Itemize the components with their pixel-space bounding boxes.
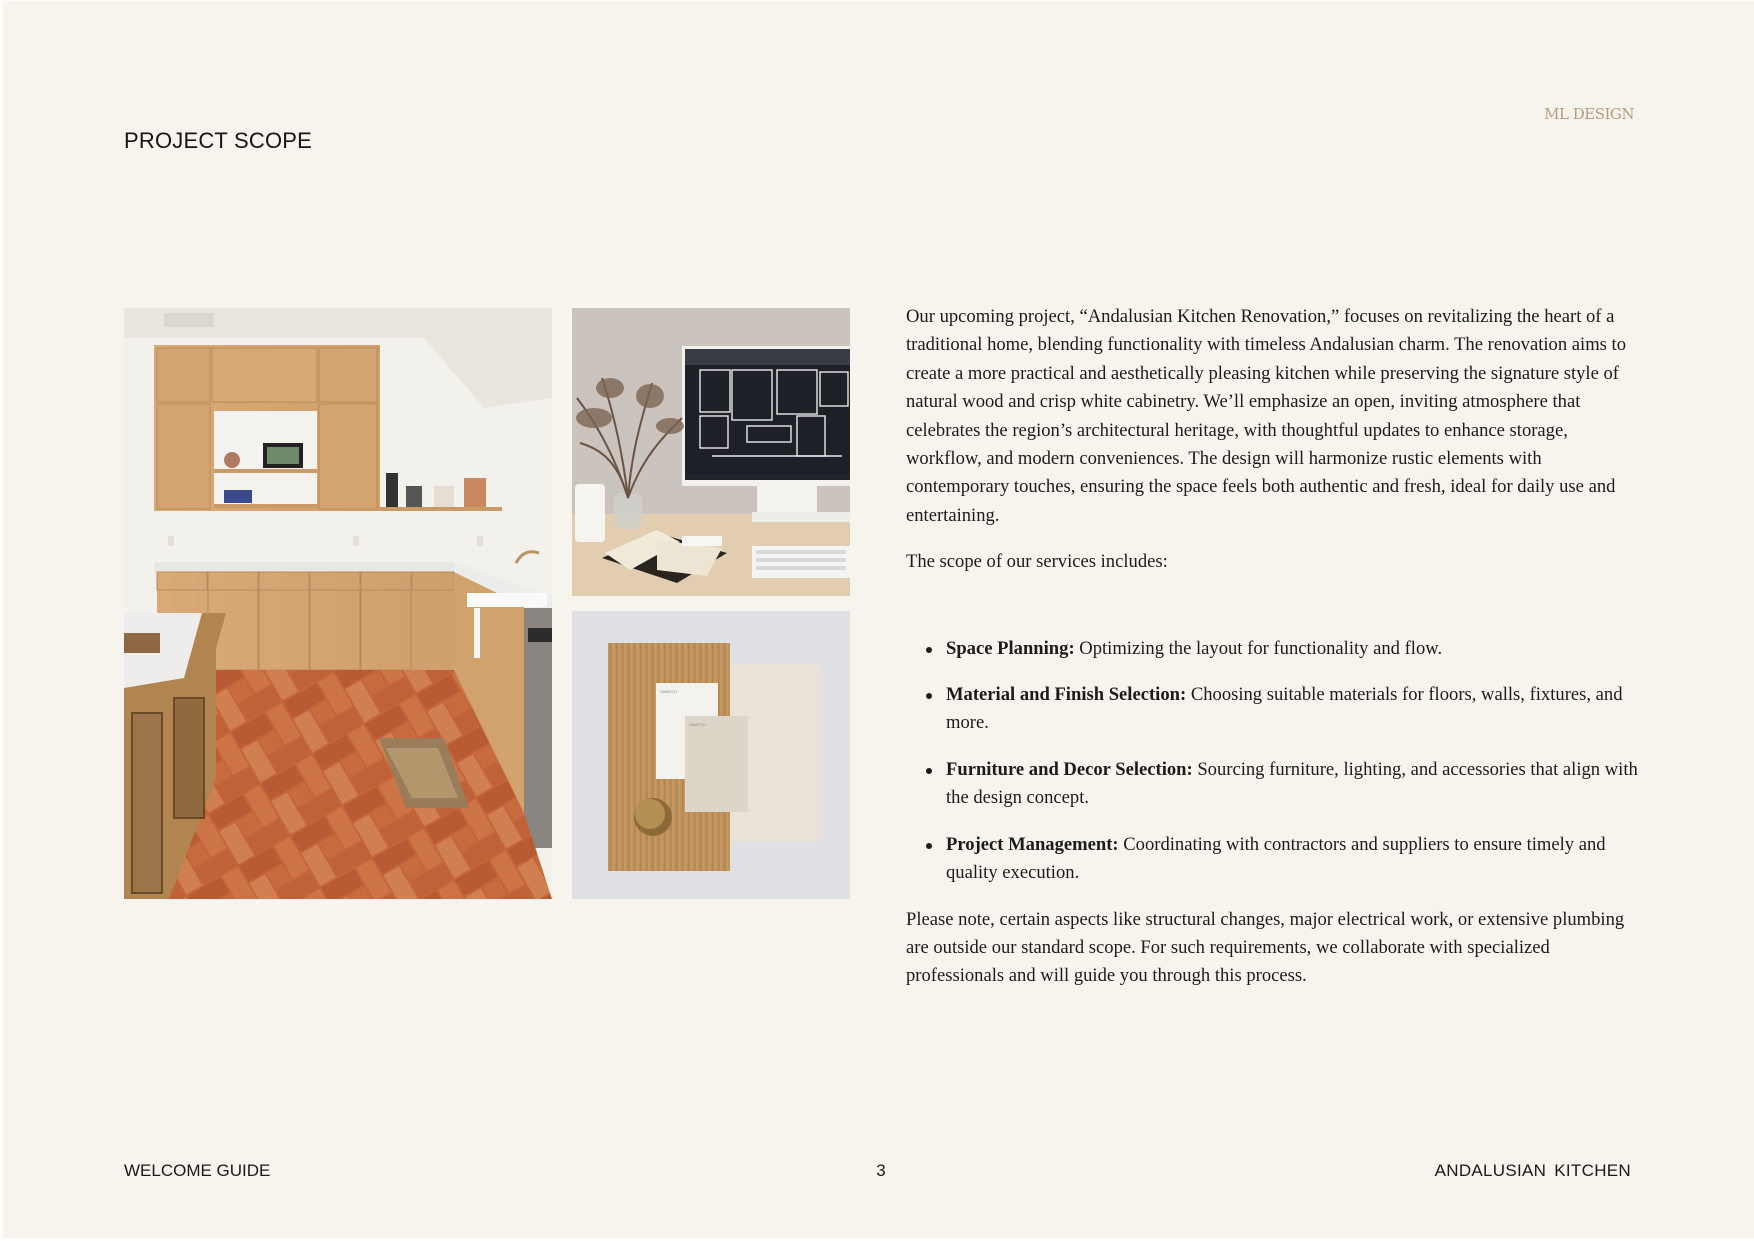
project-scope-content — [906, 303, 1641, 991]
svg-text:SWATCH: SWATCH — [660, 689, 677, 694]
bullet-icon — [926, 843, 932, 849]
service-title: Material and Finish Selection: — [946, 684, 1187, 706]
service-description: Coordinating with contractors and suppliers to ensure timely and quality execution. — [946, 833, 1606, 884]
bullet-icon — [926, 693, 932, 699]
footer-project-label: ANDALUSIAN KITCHEN — [1434, 1161, 1631, 1180]
services-list — [906, 635, 1641, 888]
bullet-icon — [926, 768, 932, 774]
material-board-photo — [572, 611, 850, 899]
brand-logo: ML DESIGN — [1544, 105, 1634, 123]
list-item — [906, 681, 1641, 738]
service-title: Furniture and Decor Selection: — [946, 758, 1193, 780]
intro-paragraph: Our upcoming project, “Andalusian Kitchen Renovation,” focuses on revitalizing the heart of a traditional home, blending functionality with timeless Andalusian charm. The renovation aims to create a more practical and aesthetically pleasing kitchen while preserving the signature style of natural wood and crisp white cabinetry. We’ll emphasize an open, inviting atmosphere that celebrates the region’s architectural heritage, with thoughtful updates to enhance storage, workflow, and modern conveniences. The design will harmonize rustic elements with contemporary touches, ensuring the space feels both authentic and fresh, ideal for daily use and entertaining. — [906, 306, 1627, 526]
kitchen-photo — [124, 308, 552, 899]
list-item — [906, 831, 1641, 888]
desk-cad-photo — [572, 308, 850, 596]
page-title: PROJECT SCOPE — [124, 128, 313, 153]
list-item — [906, 635, 1641, 663]
footer-guide-label: WELCOME GUIDE — [124, 1161, 271, 1180]
scope-note: Please note, certain aspects like structural changes, major electrical work, or extensive plumbing are outside our standard scope. For such requirements, we collaborate with specialized professionals and will guide you through this process. — [906, 908, 1625, 987]
svg-text:SWATCH: SWATCH — [689, 722, 706, 727]
service-title: Project Management: — [946, 833, 1119, 855]
service-description: Sourcing furniture, lighting, and accessories that align with the design concept. — [946, 758, 1638, 809]
page-number: 3 — [876, 1161, 886, 1180]
document-page — [3, 1, 1754, 1238]
bullet-icon — [926, 647, 932, 653]
services-intro: The scope of our services includes: — [906, 551, 1168, 573]
service-title: Space Planning: — [946, 637, 1075, 659]
service-description: Optimizing the layout for functionality and flow. — [1074, 637, 1443, 659]
service-description: Choosing suitable materials for floors, walls, fixtures, and more. — [946, 684, 1623, 734]
list-item — [906, 756, 1641, 813]
